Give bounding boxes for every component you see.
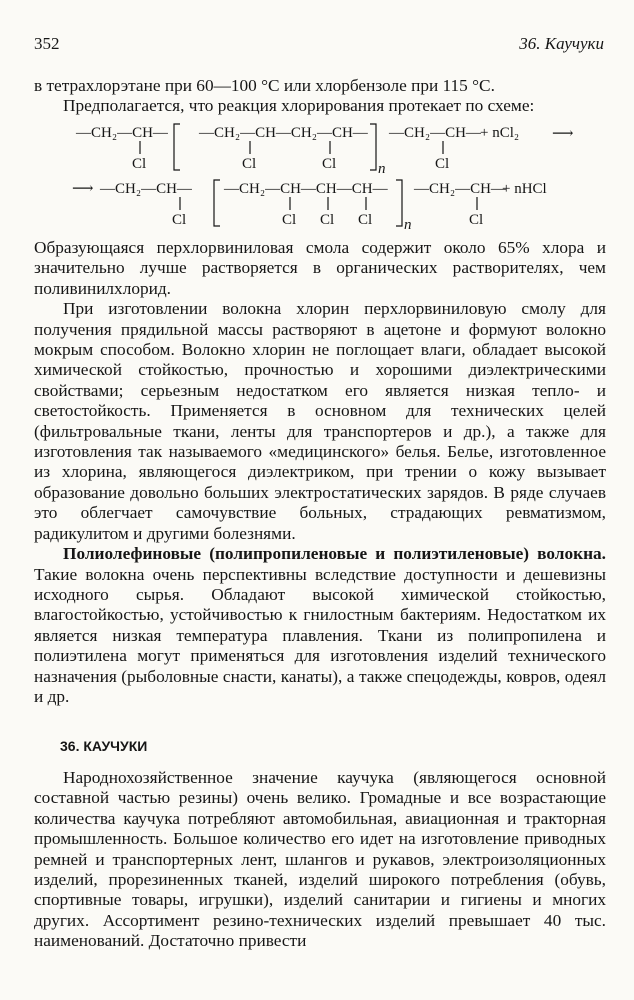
line1-suffix: —CH₂—CH— [389, 125, 481, 141]
running-header [34, 34, 604, 56]
line1-chlorine: Cl [132, 156, 147, 172]
line1-prefix: —CH₂—CH— [76, 125, 168, 141]
polyolefin-text: Такие волокна очень перспективны вследствие доступности и дешевизны исходного сырья. Обладают высокой химической стойкостью, влагостойкостью, устойчивостью к гнилостным бактериям. Недостатком их является низкая температура плавления. Ткани из полипропилена и полиэтилена могут применяться для изготовления изделий технического назначения (рыболовные снасти, канаты), а также спецодежды, ковров, одеял и др. [34, 564, 606, 706]
intro-text [34, 76, 606, 117]
line2-product: + nHCl [502, 181, 547, 197]
body-text [34, 238, 606, 707]
intro-line-2: Предполагается, что реакция хлорирования протекает по схеме: [63, 96, 535, 116]
line2-suffix: —CH₂—CH— [414, 181, 506, 197]
line2-chlorine: Cl [469, 212, 484, 228]
line2-chlorine: Cl [358, 212, 373, 228]
line1-close-bracket [370, 124, 376, 170]
line1-repeat-index: n [378, 161, 386, 177]
paragraph-polyolefin [34, 544, 606, 707]
page-number: 352 [34, 34, 60, 53]
chlorination-scheme-drawing [34, 120, 606, 232]
line1-chlorine: Cl [242, 156, 257, 172]
paragraph-chlorin: При изготовлении волокна хлорин перхлорвиниловую смолу для получения прядильной массы растворяют в ацетоне и формуют волокно мокрым способом. Волокно хлорин не поглощает влаги, обладает высокой химической стойкостью, прочностью и хорошими диэлектрическими свойствами; серьезным недостатком его является низкая тепло- и светостойкость. Применяется в основном для технических целей (фильтровальные ткани, ленты для транспортеров и др.), а также для изготовления так называемого «медицинского» белья. Белье, изготовленное из хлорина, являющегося диэлектриком, при трении о кожу вызывает образование довольно больших электростатических зарядов. В ряде случаев это облегчает самочувствие больных, страдающих ревматизмом, радикулитом и другими болезнями. [34, 299, 606, 543]
line1-reagent: + nCl₂ [480, 125, 520, 141]
paragraph-rubber: Народнохозяйственное значение каучука (являющегося основной составной частью резины) очень велико. Громадные и все возрастающие количества каучука потребляют автомобильная, авиационная и тракторная промышленность. Большое количество его идет на изготовление приводных ремней и транспортерных лент, шлангов и рукавов, электроизоляционных изделий, прорезиненных тканей, изделий широкого потребления (обувь, спортивные товары, игрушки), изделий санитарии и гигиены и многих других. Ассортимент резино-технических изделий превышает 40 тыс. наименований. Достаточно привести [34, 768, 606, 951]
line2-arrow: ⟶ [72, 181, 94, 197]
line2-repeat: —CH₂—CH—CH—CH— [224, 181, 388, 197]
section-body [34, 768, 606, 952]
line1-arrow: ⟶ [552, 126, 574, 142]
paragraph-resin: Образующаяся перхлорвиниловая смола содержит около 65% хлора и значительно лучше растворяется в органических растворителях, чем поливинилхлорид. [34, 238, 606, 298]
line2-chlorine: Cl [172, 212, 187, 228]
polyolefin-lead: Полиолефиновые (полипропиленовые и полиэтиленовые) волокна. [63, 544, 606, 564]
line2-prefix: —CH₂—CH— [100, 181, 192, 197]
line1-repeat: —CH₂—CH—CH₂—CH— [199, 125, 368, 141]
line2-chlorine: Cl [320, 212, 335, 228]
line1-open-bracket [174, 124, 180, 170]
line2-chlorine: Cl [282, 212, 297, 228]
line2-open-bracket [214, 180, 220, 226]
running-section-title: 36. Каучуки [519, 34, 604, 53]
chlorination-scheme [34, 120, 606, 232]
line2-close-bracket [396, 180, 402, 226]
section-heading: 36. КАУЧУКИ [60, 738, 148, 754]
line1-chlorine: Cl [322, 156, 337, 172]
line1-chlorine: Cl [435, 156, 450, 172]
line2-repeat-index: n [404, 217, 412, 232]
intro-line-1: в тетрахлорэтане при 60—100 °С или хлорбензоле при 115 °С. [34, 76, 495, 95]
